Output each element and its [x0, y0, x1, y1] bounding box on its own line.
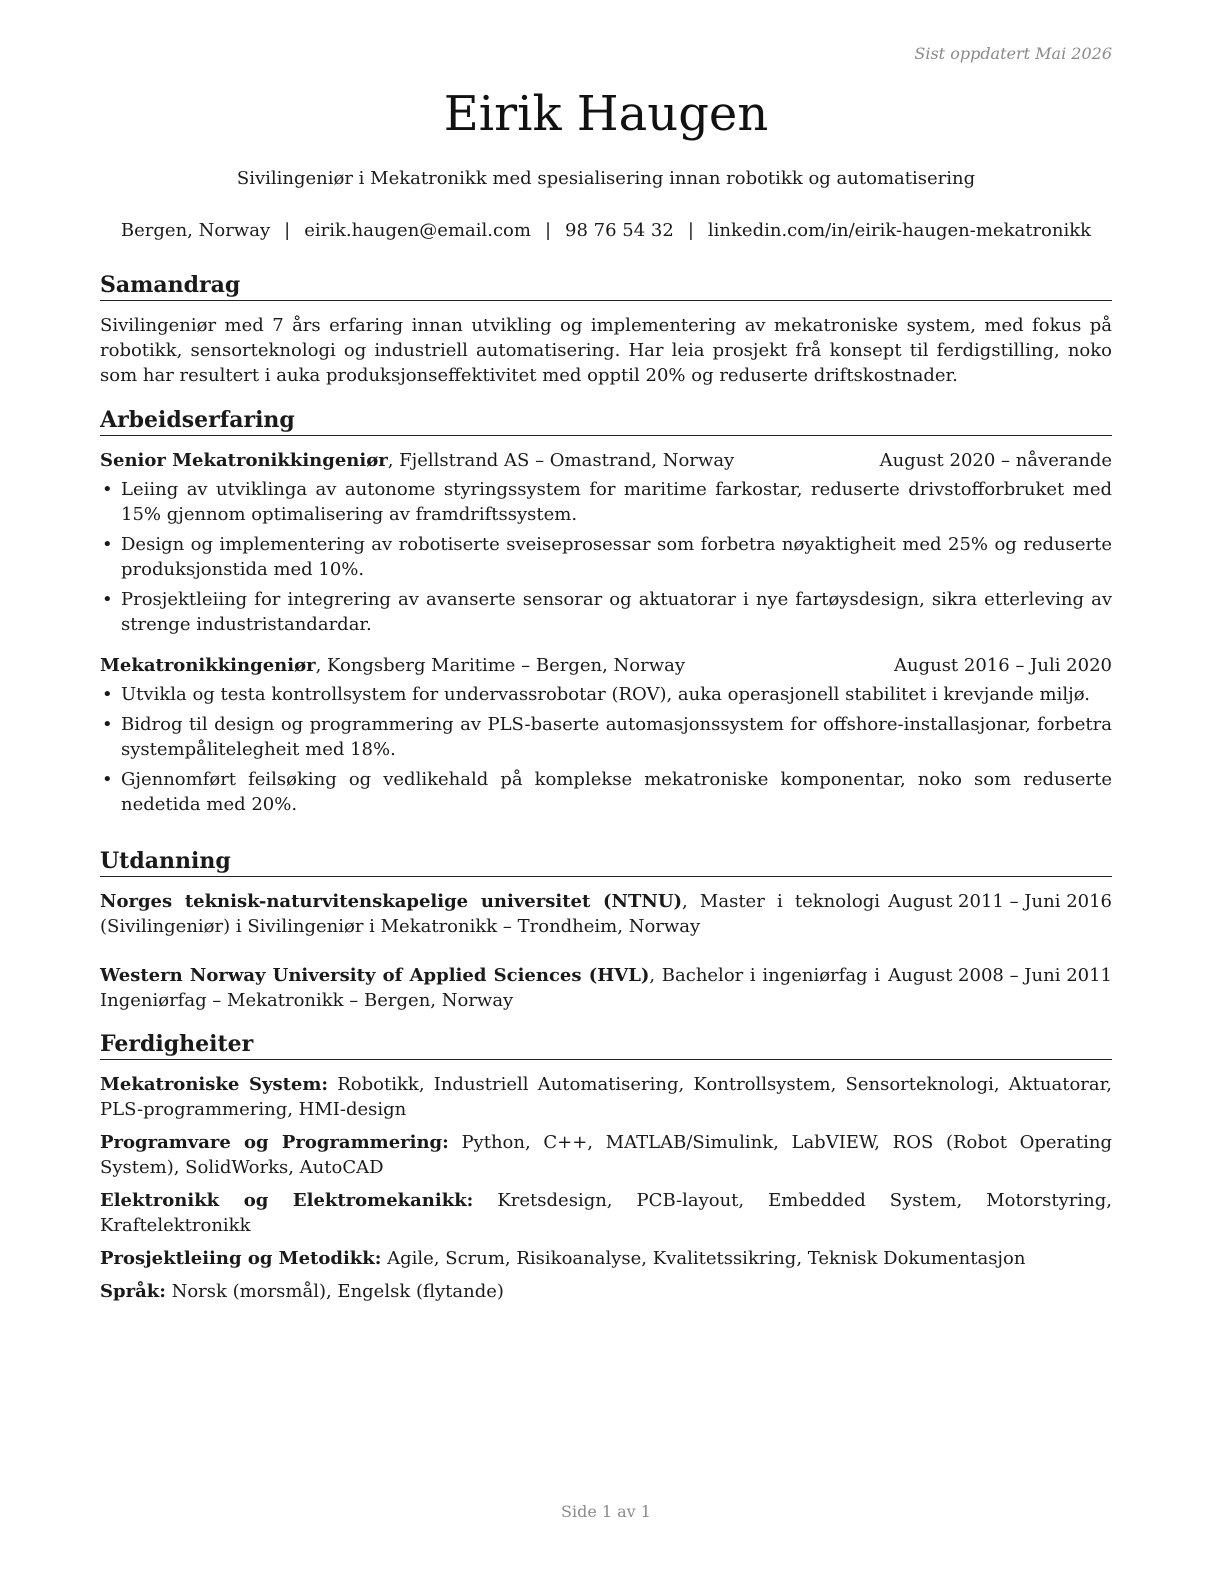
job-date: August 2016 – Juli 2020 [893, 655, 1112, 676]
skill-value: Python, C++, MATLAB/Simulink, LabVIEW, ROS (Robot Operating System), SolidWorks, AutoCAD [100, 1132, 1112, 1178]
education-school: Norges teknisk-naturvitenskapelige universitet (NTNU) [100, 891, 683, 912]
skill-label: Språk: [100, 1281, 166, 1302]
contact-separator: | [687, 220, 694, 241]
job-date: August 2020 – nåverande [879, 450, 1112, 471]
candidate-name: Eirik Haugen [443, 86, 769, 142]
summary-text: Sivilingeniør med 7 års erfaring innan utvikling og implementering av mekatroniske system, med fokus på robotikk, sensorteknologi og industriell automatisering. Har leia prosjekt frå konsept til ferdigstilling, noko som har resultert i auka produksjonseffektivitet med opptil 20% og reduserte driftskostnader. [100, 315, 1112, 386]
education-section [100, 847, 1112, 1013]
education-detail: , Bachelor i ingeniørfag i Ingeniørfag – Mekatronikk – Bergen, Norway [100, 965, 880, 1011]
summary-heading: Samandrag [100, 271, 1112, 301]
skill-value: Norsk (morsmål), Engelsk (flytande) [165, 1281, 504, 1302]
education-date: August 2011 – Juni 2016 [888, 891, 1112, 912]
skill-row [100, 1188, 1112, 1238]
resume-page [100, 0, 1112, 1584]
job-bullet: • Utvikla og testa kontrollsystem for undervassrobotar (ROV), auka operasjonell stabilitet i krevjande miljø. [100, 682, 1112, 707]
skills-heading: Ferdigheiter [100, 1030, 1112, 1060]
job-bullet: • Prosjektleiing for integrering av avanserte sensorar og aktuatorar i nye fartøysdesign, sikra etterleving av strenge industristandardar. [100, 587, 1112, 637]
education-text [100, 889, 880, 939]
skill-value: Agile, Scrum, Risikoanalyse, Kvalitetssikring, Teknisk Dokumentasjon [381, 1248, 1026, 1269]
experience-heading: Arbeidserfaring [100, 406, 1112, 436]
job-header [100, 653, 1112, 678]
contact-line [100, 220, 1112, 241]
job-bullets [100, 682, 1112, 817]
job-bullet: • Design og implementering av robotiserte sveiseprosessar som forbetra nøyaktigheit med 25% og reduserte produksjonstida med 10%. [100, 532, 1112, 582]
job-bullet: • Gjennomført feilsøking og vedlikehald på komplekse mekatroniske komponentar, noko som reduserte nedetida med 20%. [100, 767, 1112, 817]
job-bullet: • Leiing av utviklinga av autonome styringssystem for maritime farkostar, reduserte drivstofforbruket med 15% gjennom optimalisering av framdriftssystem. [100, 477, 1112, 527]
job-header [100, 448, 1112, 473]
job-role: Mekatronikkingeniør [100, 655, 316, 676]
skill-row [100, 1130, 1112, 1180]
skill-row [100, 1246, 1112, 1271]
contact-separator: | [284, 220, 291, 241]
experience-section [100, 406, 1112, 822]
skill-label: Mekatroniske System: [100, 1074, 329, 1095]
skill-label: Programvare og Programmering: [100, 1132, 449, 1153]
education-detail: , Master i teknologi (Sivilingeniør) i Sivilingeniør i Mekatronikk – Trondheim, Norway [100, 891, 880, 937]
skill-label: Prosjektleiing og Metodikk: [100, 1248, 382, 1269]
contact-email[interactable]: eirik.haugen@email.com [304, 220, 531, 241]
contact-phone: 98 76 54 32 [565, 220, 674, 241]
skill-row [100, 1072, 1112, 1122]
skill-row [100, 1279, 1112, 1304]
job-bullet: • Bidrog til design og programmering av PLS-baserte automasjonssystem for offshore-installasjonar, forbetra systempålitelegheit med 18%. [100, 712, 1112, 762]
education-date: August 2008 – Juni 2011 [888, 965, 1112, 986]
last-updated-text: Sist oppdatert Mai 2026 [914, 44, 1112, 63]
education-heading: Utdanning [100, 847, 1112, 877]
contact-linkedin[interactable]: linkedin.com/in/eirik-haugen-mekatronikk [707, 220, 1092, 241]
skill-value: Kretsdesign, PCB-layout, Embedded System, Motorstyring, Kraftelektronikk [100, 1190, 1113, 1236]
job-company: , Fjellstrand AS – Omastrand, Norway [387, 450, 735, 471]
job-entry [100, 653, 1112, 817]
education-text [100, 963, 880, 1013]
skill-label: Elektronikk og Elektromekanikk: [100, 1190, 474, 1211]
education-entry [100, 889, 1112, 939]
job-entry [100, 448, 1112, 637]
candidate-subtitle: Sivilingeniør i Mekatronikk med spesialisering innan robotikk og automatisering [236, 168, 976, 189]
job-bullets [100, 477, 1112, 637]
skill-value: Robotikk, Industriell Automatisering, Kontrollsystem, Sensorteknologi, Aktuatorar, PLS-programmering, HMI-design [100, 1074, 1112, 1120]
education-entry [100, 963, 1112, 1013]
job-company: , Kongsberg Maritime – Bergen, Norway [315, 655, 686, 676]
contact-separator: | [544, 220, 552, 241]
summary-section [100, 271, 1112, 388]
job-role: Senior Mekatronikkingeniør [100, 450, 388, 471]
skills-section [100, 1030, 1112, 1304]
page-number: Side 1 av 1 [561, 1502, 651, 1521]
education-school: Western Norway University of Applied Sciences (HVL) [100, 965, 650, 986]
contact-location: Bergen, Norway [120, 220, 271, 241]
